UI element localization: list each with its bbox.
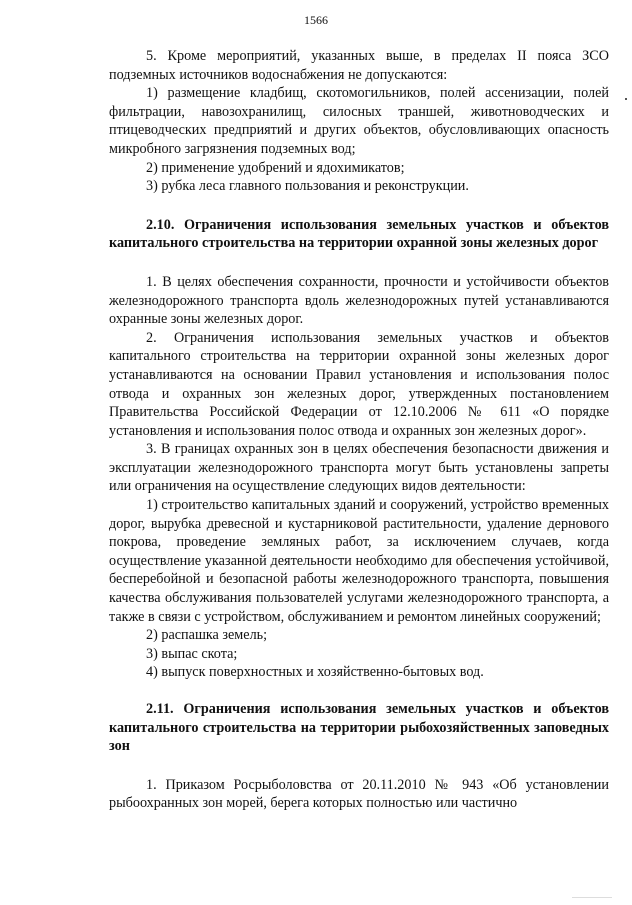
section-heading: 2.10. Ограничения использования земельных участков и объектов капитального строительства на территории охранной зоны железных дорог: [109, 216, 609, 252]
page-number: 1566: [304, 13, 328, 27]
scan-artifact: [572, 897, 612, 898]
list-item: 1) строительство капитальных зданий и сооружений, устройство временных дорог, вырубка древесной и кустарниковой растительности, удаление дернового покрова, проведение земляных работ, за исключением случаев, когда осуществление указанной деятельности необходимо для обеспечения устойчивой, бесперебойной и безопасной работы железнодорожного транспорта, повышения качества обслуживания пользователей услугами железнодорожного транспорта, а также в связи с устройством, обслуживанием и ремонтом линейных сооружений;: [109, 497, 609, 625]
paragraph: 3. В границах охранных зон в целях обеспечения безопасности движения и эксплуатации железнодорожного транспорта могут быть установлены запреты или ограничения на осуществление следующих видов деятельности:: [109, 441, 609, 495]
list-item: 4) выпуск поверхностных и хозяйственно-бытовых вод.: [146, 664, 484, 681]
list-item: 3) рубка леса главного пользования и реконструкции.: [146, 178, 469, 195]
list-item: 3) выпас скота;: [146, 645, 238, 662]
paragraph: 1. В целях обеспечения сохранности, прочности и устойчивости объектов железнодорожного транспорта вдоль железнодорожных путей устанавливаются охранные зоны железных дорог.: [109, 273, 609, 328]
paragraph: 2. Ограничения использования земельных участков и объектов капитального строительства на территории охранной зоны железных дорог устанавливаются на основании Правил установления и использования полос отвода и охранных зон железных дорог, утвержденных постановлением Правительства Российской Федерации от 12.10.2006 № 611 «О порядке установления и использования полос отвода и охранных зон железных дорог».: [109, 329, 609, 439]
list-item: 2) применение удобрений и ядохимикатов;: [146, 159, 405, 176]
section-heading: 2.11. Ограничения использования земельных участков и объектов капитального строительства на территории рыбохозяйственных заповедных зон: [109, 701, 609, 755]
list-item: 2) распашка земель;: [146, 627, 268, 644]
scan-speck: [625, 98, 627, 100]
document-body: [109, 47, 609, 813]
paragraph: 1. Приказом Росрыболовства от 20.11.2010 № 943 «Об установлении рыбоохранных зон морей, берега которых полностью или частично: [109, 776, 609, 812]
list-item: 1) размещение кладбищ, скотомогильников, полей ассенизации, полей фильтрации, навозохранилищ, силосных траншей, животноводческих и птицеводческих предприятий и других объектов, обусловливающих опасность микробного загрязнения подземных вод;: [109, 85, 609, 157]
paragraph: 5. Кроме мероприятий, указанных выше, в пределах II пояса ЗСО подземных источников водоснабжения не допускаются:: [109, 48, 609, 83]
